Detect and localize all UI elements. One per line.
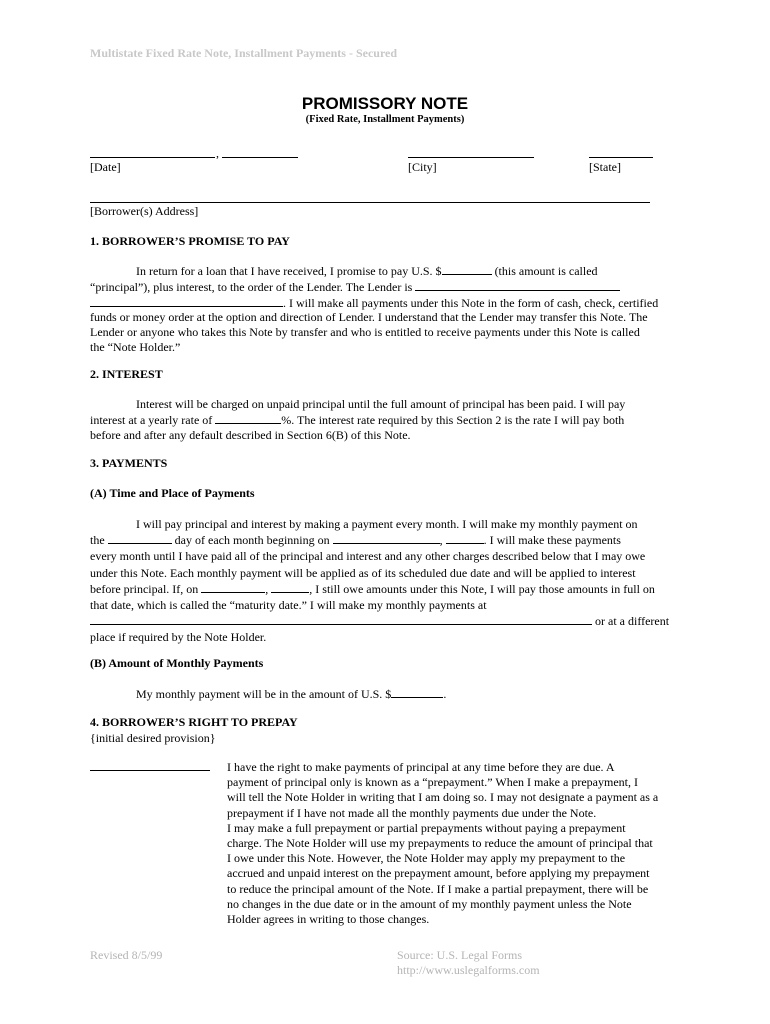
section-2-text: before and after any default described in Section 6(B) of this Note. [90, 427, 411, 442]
monthly-payment-blank[interactable] [391, 686, 443, 698]
payment-place-blank[interactable] [90, 613, 592, 625]
prepay-initial-blank[interactable] [90, 770, 210, 771]
city-blank[interactable] [408, 157, 534, 158]
running-header: Multistate Fixed Rate Note, Installment Payments - Secured [90, 46, 398, 60]
borrower-address-blank[interactable] [90, 202, 650, 203]
section-3-text: , I still owe amounts under this Note, I will pay those amounts in full on [309, 581, 655, 596]
section-3-text: . [443, 687, 447, 701]
section-4-line: I have the right to make payments of principal at any time before they are due. A [227, 760, 615, 774]
section-3-text: place if required by the Note Holder. [90, 630, 267, 645]
section-4-line: prepayment if I have not made all the monthly payments due under the Note. [227, 805, 597, 820]
section-3-text: that date, which is called the “maturity date.” I will make my monthly payments at [90, 598, 487, 613]
section-1-body [90, 263, 680, 355]
document-subtitle: (Fixed Rate, Installment Payments) [305, 114, 465, 125]
footer-source: Source: U.S. Legal Forms [397, 948, 522, 962]
section-4-line: charge. The Note Holder will use my prepayments to reduce the amount of principal that [227, 836, 653, 851]
section-3-text: My monthly payment will be in the amount of U.S. $ [136, 687, 392, 701]
section-3-text: I will pay principal and interest by making a payment every month. I will make my monthly payment on [136, 517, 638, 531]
section-1-text: funds or money order at the option and direction of Lender. I understand that the Lender may transfer this Note. The [90, 310, 648, 325]
section-2-body [90, 397, 680, 442]
section-4-line: Holder agrees in writing to those changes. [227, 912, 430, 927]
section-3-text: , [265, 581, 269, 596]
section-4-line: no changes in the due date or in the amount of my monthly payment unless the Note [227, 896, 632, 911]
section-4-line: will tell the Note Holder in writing that I am doing so. I may not designate a payment as a [227, 790, 659, 805]
section-4-line: to reduce the principal amount of the Note. If I make a partial prepayment, there will be [227, 881, 649, 896]
section-1-text: Lender or anyone who takes this Note by transfer and who is entitled to receive payments under this Note is called [90, 325, 640, 340]
section-4-line: I owe under this Note. However, the Note Holder may apply my prepayment to the [227, 851, 626, 866]
payment-day-blank[interactable] [108, 532, 172, 544]
interest-rate-blank[interactable] [215, 412, 281, 424]
section-2-text: Interest will be charged on unpaid principal until the full amount of principal has been paid. I will pay [136, 397, 626, 411]
maturity-date-blank[interactable] [201, 581, 265, 593]
year-blank[interactable] [222, 157, 298, 158]
maturity-year-blank[interactable] [271, 581, 309, 593]
section-1-text: . I will make all payments under this Note in the form of cash, check, certified [283, 295, 659, 310]
city-label: [City] [408, 160, 437, 174]
principal-amount-blank[interactable] [442, 263, 492, 275]
section-4-line: payment of principal only is known as a “prepayment.” When I make a prepayment, I [227, 775, 638, 790]
footer-url: http://www.uslegalforms.com [397, 963, 540, 977]
section-4-note: {initial desired provision} [90, 731, 216, 745]
section-3-text: . I will make these payments [483, 533, 621, 548]
date-comma: , [216, 146, 219, 160]
section-4-body [227, 760, 687, 927]
section-3-text: the [90, 533, 105, 548]
section-3-text: , [439, 533, 443, 548]
footer-revised: Revised 8/5/99 [90, 948, 163, 962]
section-2-text: %. The interest rate required by this Section 2 is the rate I will pay both [281, 412, 625, 427]
state-label: [State] [589, 160, 621, 174]
section-2-text: interest at a yearly rate of [90, 412, 213, 427]
document-title: PROMISSORY NOTE [301, 94, 469, 113]
section-1-text: “principal”), plus interest, to the order of the Lender. The Lender is [90, 279, 413, 294]
section-4-heading: 4. BORROWER’S RIGHT TO PREPAY [90, 715, 298, 729]
lender-name-blank-cont[interactable] [90, 295, 283, 307]
section-3b-heading: (B) Amount of Monthly Payments [90, 656, 264, 670]
date-label: [Date] [90, 160, 121, 174]
state-blank[interactable] [589, 157, 653, 158]
lender-name-blank[interactable] [415, 279, 620, 291]
section-3a-body [90, 516, 680, 646]
section-3-text: before principal. If, on [90, 581, 199, 596]
section-3-text: or at a different [592, 614, 670, 629]
section-4-line: accrued and unpaid interest on the prepayment amount, before applying my prepayment [227, 866, 650, 881]
section-1-text: In return for a loan that I have received, I promise to pay U.S. $ [136, 264, 442, 278]
section-3b-body [90, 686, 680, 702]
section-3a-heading: (A) Time and Place of Payments [90, 486, 255, 500]
section-4-line: I may make a full prepayment or partial prepayments without paying a prepayment [227, 820, 626, 835]
first-payment-year-blank[interactable] [446, 532, 484, 544]
section-3-text: every month until I have paid all of the principal and interest and any other charges described below that I may owe [90, 549, 646, 564]
date-blank[interactable] [90, 157, 215, 158]
section-3-text: day of each month beginning on [171, 533, 330, 548]
section-1-text: (this amount is called [491, 264, 598, 278]
first-payment-date-blank[interactable] [333, 532, 440, 544]
section-3-text: under this Note. Each monthly payment will be applied as of its scheduled due date and will be applied to interest [90, 565, 636, 580]
section-1-text: the “Note Holder.” [90, 339, 181, 354]
section-3-heading: 3. PAYMENTS [90, 456, 168, 470]
borrower-address-label: [Borrower(s) Address] [90, 204, 199, 218]
section-1-heading: 1. BORROWER’S PROMISE TO PAY [90, 234, 290, 248]
section-2-heading: 2. INTEREST [90, 367, 163, 381]
